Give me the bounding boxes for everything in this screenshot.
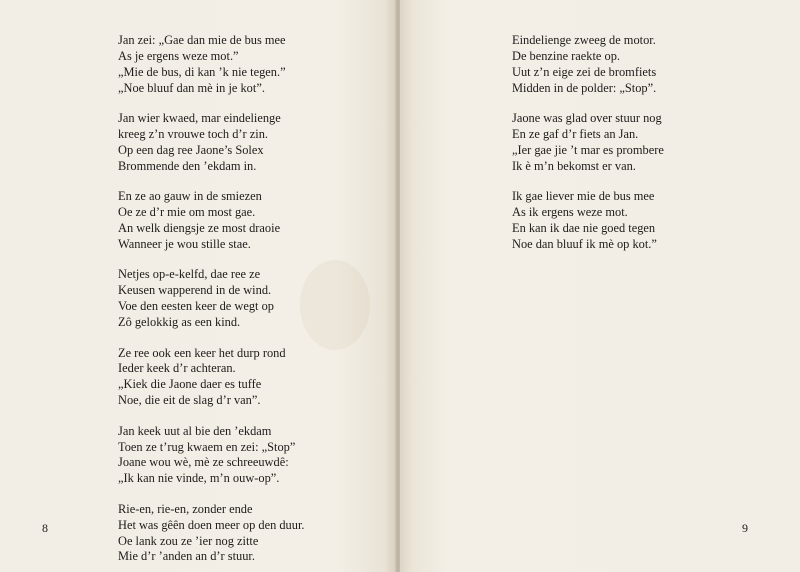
stanza (118, 424, 305, 488)
poem-line: As ik ergens weze mot. (512, 205, 628, 220)
stanza (118, 346, 305, 410)
poem-line: De benzine raekte op. (512, 48, 621, 63)
right-poem (512, 33, 664, 267)
poem-line: Het was gêên doen meer op den duur. (118, 517, 305, 532)
stanza (512, 189, 664, 253)
poem-line: En ze gaf d’r fiets an Jan. (512, 127, 639, 142)
poem-line: En ze ao gauw in de smiezen (118, 189, 262, 204)
poem-line: Keusen wapperend in de wind. (118, 283, 272, 298)
poem-line: Ik è m’n bekomst er van. (512, 158, 636, 173)
stanza (512, 33, 664, 97)
poem-line: Netjes op-e-kelfd, dae ree ze (118, 267, 261, 282)
poem-line: Noe dan bluuf ik mè op kot.” (512, 236, 657, 251)
poem-line: Toen ze t’rug kwaem en zei: „Stop” (118, 439, 296, 454)
poem-line: „Noe bluuf dan mè in je kot”. (118, 80, 265, 95)
page-number: 9 (742, 521, 748, 535)
poem-line: Midden in de polder: „Stop”. (512, 80, 657, 95)
poem-line: Voe den eesten keer de wegt op (118, 299, 274, 314)
right-page (400, 0, 800, 572)
poem-line: An welk diengsje ze most draoie (118, 221, 281, 236)
poem-line: Jan keek uut al bie den ’ekdam (118, 423, 272, 438)
poem-line: Ieder keek d’r achteran. (118, 361, 236, 376)
poem-line: Ze ree ook een keer het durp rond (118, 345, 286, 360)
poem-line: Op een dag ree Jaone’s Solex (118, 142, 264, 157)
poem-line: Jan wier kwaed, mar eindelienge (118, 111, 281, 126)
poem-line: Jaone was glad over stuur nog (512, 111, 662, 126)
poem-line: Eindelienge zweeg de motor. (512, 33, 656, 47)
stanza (512, 111, 664, 175)
poem-line: Rie-en, rie-en, zonder ende (118, 501, 253, 516)
stanza (118, 502, 305, 566)
poem-line: Oe ze d’r mie om most gae. (118, 205, 256, 220)
stanza (118, 111, 305, 175)
poem-line: Jan zei: „Gae dan mie de bus mee (118, 33, 286, 47)
poem-line: „Mie de bus, di kan ’k nie tegen.” (118, 64, 286, 79)
left-page (0, 0, 396, 572)
stanza (118, 267, 305, 331)
poem-line: „Kiek die Jaone daer es tuffe (118, 377, 262, 392)
poem-line: Noe, die eit de slag d’r van”. (118, 393, 261, 408)
poem-line: Wanneer je wou stille stae. (118, 236, 251, 251)
paper-stain (300, 260, 370, 350)
poem-line: Joane wou wè, mè ze schreeuwdê: (118, 455, 289, 470)
stanza (118, 189, 305, 253)
poem-line: Mie d’r ’anden an d’r stuur. (118, 549, 255, 564)
poem-line: Zô gelokkig as een kind. (118, 315, 241, 330)
poem-line: As je ergens weze mot.” (118, 48, 239, 63)
poem-line: Brommende den ’ekdam in. (118, 158, 257, 173)
poem-line: kreeg z’n vrouwe toch d’r zin. (118, 127, 269, 142)
poem-line: En kan ik dae nie goed tegen (512, 221, 656, 236)
poem-line: „Ik kan nie vinde, m’n ouw-op”. (118, 471, 280, 486)
stanza (118, 33, 305, 97)
poem-line: „Ier gae jie ’t mar es prombere (512, 142, 664, 157)
poem-line: Uut z’n eige zei de bromfiets (512, 64, 657, 79)
poem-line: Ik gae liever mie de bus mee (512, 189, 655, 204)
left-poem (118, 33, 305, 572)
page-number: 8 (42, 521, 48, 535)
poem-line: Oe lank zou ze ’ier nog zitte (118, 533, 259, 548)
